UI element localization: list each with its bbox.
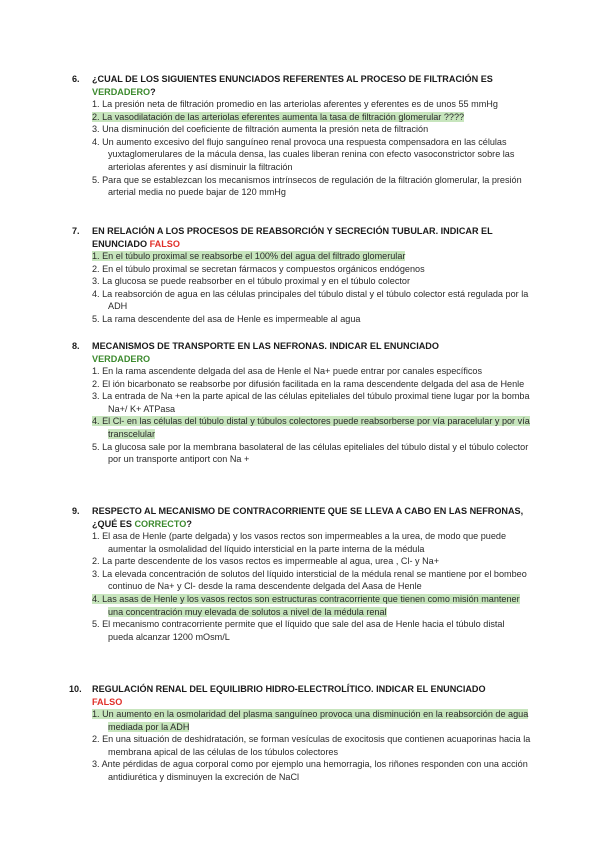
question-heading xyxy=(72,225,532,250)
option-5: 5. El mecanismo contracorriente permite que el líquido que sale del asa de Henle hacia el túbulo distal pueda alcanzar 1200 mOsm/L xyxy=(92,619,505,642)
question-title: EN RELACIÓN A LOS PROCESOS DE REABSORCIÓN Y SECRECIÓN TUBULAR. INDICAR EL ENUNCIADO xyxy=(92,226,493,249)
options-list xyxy=(92,250,532,326)
option-2: 2. En el túbulo proximal se secretan fármacos y compuestos orgánicos endógenos xyxy=(92,263,425,274)
answer-keyword: VERDADERO xyxy=(92,353,151,364)
question-title: RESPECTO AL MECANISMO DE CONTRACORRIENTE QUE SE LLEVA A CABO EN LAS NEFRONAS, ¿QUÉ ES xyxy=(92,506,524,529)
answer-keyword: FALSO xyxy=(92,696,123,707)
option-1: 1. La presión neta de filtración promedio en las arteriolas aferentes y eferentes es de unos 55 mmHg xyxy=(92,99,498,109)
question-number: 8. xyxy=(72,341,80,351)
options-list xyxy=(92,708,532,784)
question-title-end: ? xyxy=(186,518,192,529)
option-2: 2. El ión bicarbonato se reabsorbe por difusión facilitada en la rama descendente delgada del asa de Henle xyxy=(92,378,525,389)
option-4: 4. La reabsorción de agua en las células principales del túbulo distal y el túbulo colector está regulada por la ADH xyxy=(92,288,529,312)
option-2: 2. La parte descendente de los vasos rectos es impermeable al agua, urea , Cl- y Na+ xyxy=(92,556,440,567)
answer-keyword: CORRECTO xyxy=(134,518,187,529)
question-title: ¿CUAL DE LOS SIGUIENTES ENUNCIADOS REFERENTES AL PROCESO DE FILTRACIÓN ES xyxy=(92,74,493,84)
question-8 xyxy=(72,340,532,466)
question-number: 9. xyxy=(72,506,80,516)
option-3: 3. La elevada concentración de solutos del líquido intersticial de la médula renal se mantiene por el bombeo continuo de Na+ y Cl- desde la rama descendente delgada del Aasa de Henle xyxy=(92,568,527,592)
question-number: 7. xyxy=(72,226,80,236)
option-1: 1. En la rama ascendente delgada del asa de Henle el Na+ puede entrar por canales específicos xyxy=(92,366,483,376)
question-heading xyxy=(72,505,532,530)
question-heading xyxy=(69,683,532,708)
option-1: 1. El asa de Henle (parte delgada) y los vasos rectos son impermeables a la urea, de modo que puede aumentar la osmolalidad del líquido intersticial en la parte interna de la médula xyxy=(92,531,507,554)
question-number: 6. xyxy=(72,74,80,84)
option-5: 5. La rama descendente del asa de Henle es impermeable al agua xyxy=(92,313,361,324)
question-heading xyxy=(72,73,532,98)
option-2: 2. En una situación de deshidratación, se forman vesículas de exocitosis que contienen acuaporinas hacia la membrana apical de las células de los túbulos colectores xyxy=(92,734,531,757)
option-1-highlighted: 1. Un aumento en la osmolaridad del plasma sanguíneo provoca una disminución en la reabsorción de agua mediada por la ADH xyxy=(92,709,529,732)
option-4-highlighted: 4. El Cl- en las células del túbulo distal y túbulos colectores puede reabsorberse por vía paracelular y por vía transcelular xyxy=(92,416,530,439)
question-title: MECANISMOS DE TRANSPORTE EN LAS NEFRONAS. INDICAR EL ENUNCIADO xyxy=(92,341,439,351)
options-list xyxy=(92,365,532,466)
answer-keyword: VERDADERO xyxy=(92,86,151,97)
question-title-end: ? xyxy=(150,86,156,97)
option-3: 3. La entrada de Na +en la parte apical de las células epiteliales del túbulo proximal tiene lugar por la bomba Na+/ K+ ATPasa xyxy=(92,391,530,414)
question-10 xyxy=(69,683,532,784)
question-heading xyxy=(72,340,532,365)
option-1-highlighted: 1. En el túbulo proximal se reabsorbe el 100% del agua del filtrado glomerular xyxy=(92,251,406,261)
option-4: 4. Un aumento excesivo del flujo sanguíneo renal provoca una respuesta compensadora en las células yuxtaglomerulares de la mácula densa, las cuales liberan renina con efecto vasoconstrictor sobre las arteriolas aferentes y así disminuir la filtración xyxy=(92,136,515,172)
option-4-highlighted: 4. Las asas de Henle y los vasos rectos son estructuras contracorriente que tienen como misión mantener una concentración muy elevada de solutos a nivel de la médula renal xyxy=(92,593,520,617)
option-3: 3. La glucosa se puede reabsorber en el túbulo proximal y en el túbulo colector xyxy=(92,276,410,287)
option-2-highlighted: 2. La vasodilatación de las arteriolas eferentes aumenta la tasa de filtración glomerular ???? xyxy=(92,111,465,122)
options-list xyxy=(92,530,532,643)
question-7 xyxy=(72,225,532,326)
answer-keyword: FALSO xyxy=(149,238,180,249)
option-3: 3. Ante pérdidas de agua corporal como por ejemplo una hemorragia, los riñones responden con una acción antidiurética y disminuyen la excreción de NaCl xyxy=(92,759,528,782)
question-number: 10. xyxy=(69,684,82,694)
question-6 xyxy=(72,73,532,199)
options-list xyxy=(92,98,532,199)
question-title: REGULACIÓN RENAL DEL EQUILIBRIO HIDRO-ELECTROLÍTICO. INDICAR EL ENUNCIADO xyxy=(92,684,486,694)
option-3: 3. Una disminución del coeficiente de filtración aumenta la presión neta de filtración xyxy=(92,124,429,135)
option-5: 5. Para que se establezcan los mecanismos intrínsecos de regulación de la filtración glomerular, la presión arterial media no puede bajar de 120 mmHg xyxy=(92,174,522,198)
question-9 xyxy=(72,505,532,643)
option-5: 5. La glucosa sale por la membrana basolateral de las células epiteliales del túbulo distal y el túbulo colector por un transporte antiport con Na + xyxy=(92,441,529,465)
